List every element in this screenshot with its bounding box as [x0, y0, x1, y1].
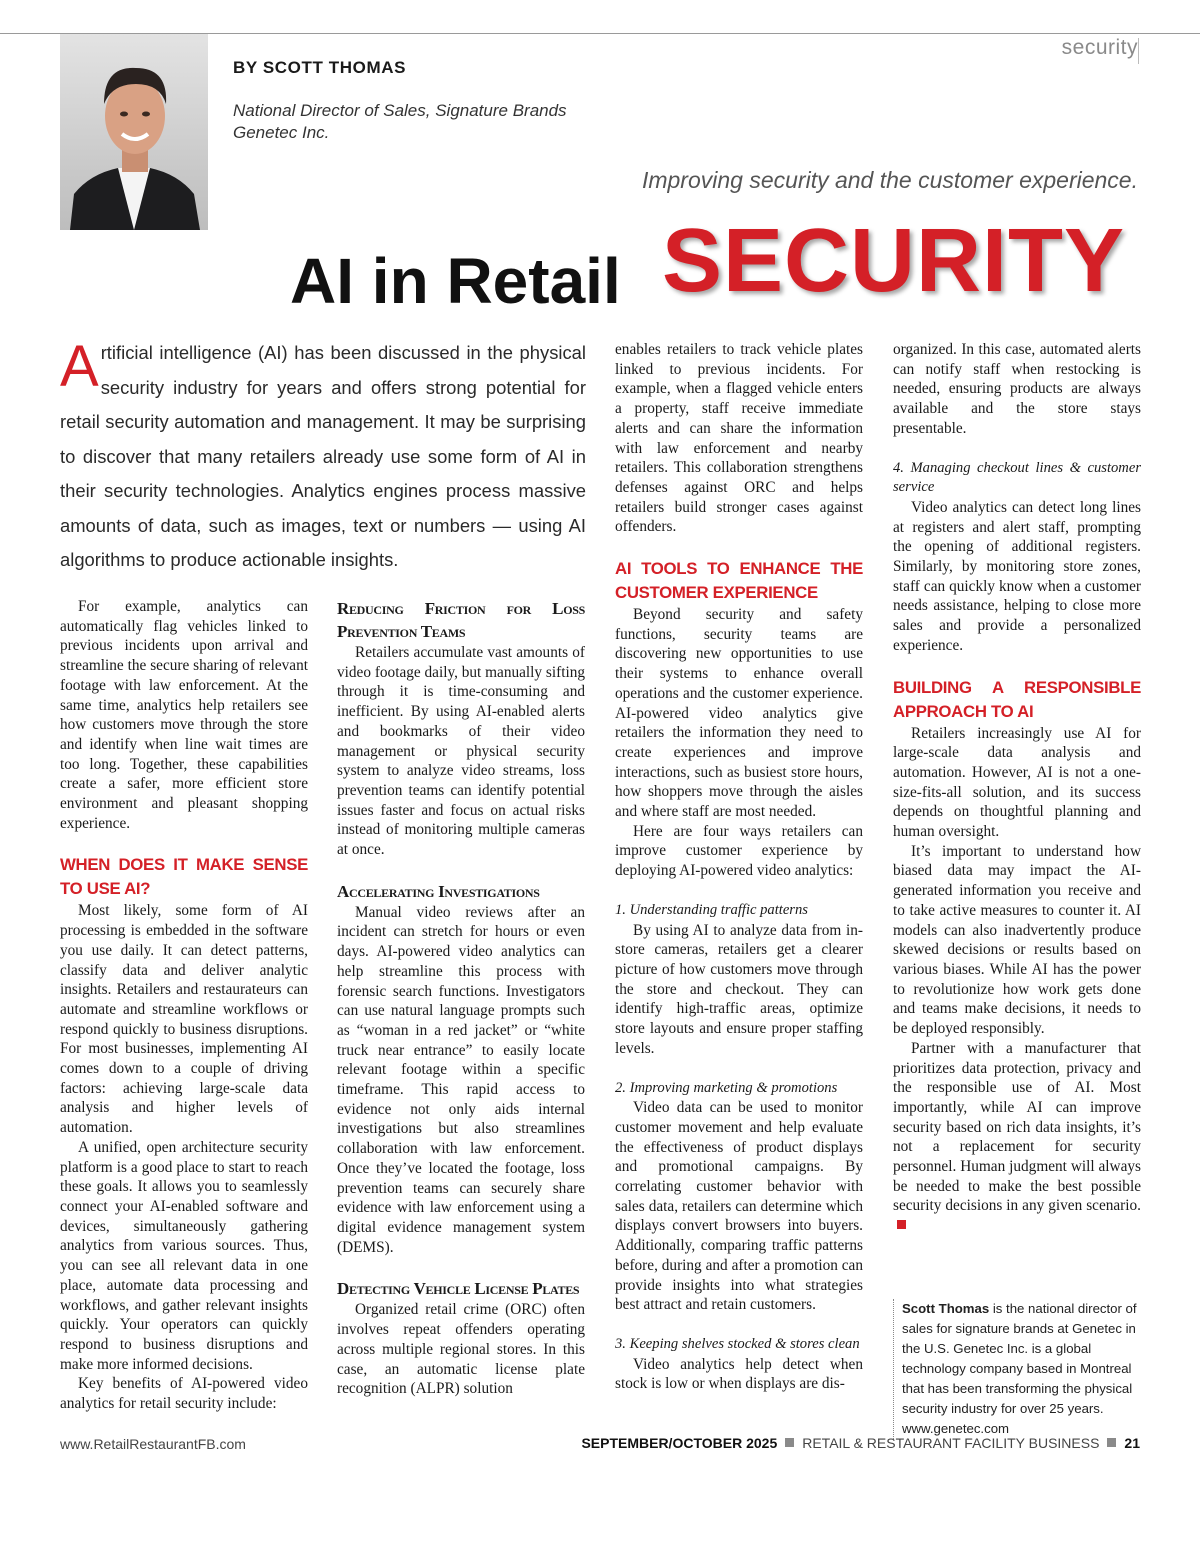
author-title: [233, 100, 567, 144]
subheading: Reducing Friction for Loss Prevention Teams: [337, 599, 585, 641]
column-1: [60, 597, 308, 1414]
footer-folio: [581, 1435, 1140, 1451]
column-4: [893, 340, 1141, 1236]
bio-text: is the national director of sales for signature brands at Genetec in the U.S. Genetec Inc. is a global technology company based in Montreal that has been transforming the physical security industry for over 25 years. www.genetec.com: [902, 1301, 1137, 1436]
author-title-line: Genetec Inc.: [233, 123, 330, 142]
body-paragraph: Retailers increasingly use AI for large-scale data analysis and automation. However, AI is not a one-size-fits-all solution, and its success depends on thoughtful planning and human oversight.: [893, 724, 1141, 841]
column-3: [615, 340, 863, 1394]
end-mark-icon: [897, 1220, 906, 1229]
section-tag: security: [1061, 36, 1138, 59]
byline: BY SCOTT THOMAS: [233, 58, 407, 77]
author-photo: [60, 34, 208, 230]
body-paragraph: Key benefits of AI-powered video analytics for retail security include:: [60, 1375, 308, 1413]
body-paragraph: enables retailers to track vehicle plates linked to previous incidents. For example, when a flagged vehicle enters a property, staff receive immediate alerts and can share the information with law enforcement and nearby retailers. This collaboration strengthens defenses against ORC and helps retailers build stronger cases against offenders.: [615, 341, 863, 536]
footer-publication: RETAIL & RESTAURANT FACILITY BUSINESS: [802, 1435, 1100, 1451]
body-paragraph: Here are four ways retailers can improve customer experience by deploying AI-powered video analytics:: [615, 822, 863, 880]
body-paragraph: Manual video reviews after an incident can stretch for hours or even days. AI-powered video analytics can help streamline this process with forensic search functions. Investigators can use natural language prompts such as “woman in a red jacket” or “white truck near entrance” to easily locate relevant footage within a specific timeframe. This rapid access to evidence not only aids internal investigations but also streamlines collaboration with law enforcement. Once they’ve located the footage, loss prevention teams can securely share evidence with law enforcement using a digital evidence management system (DEMS).: [337, 903, 585, 1256]
list-heading: 3. Keeping shelves stocked & stores clean: [615, 1335, 860, 1352]
author-bio: [893, 1299, 1138, 1439]
body-paragraph: [893, 1039, 1141, 1236]
section-heading: WHEN DOES IT MAKE SENSE TO USE AI?: [60, 855, 308, 899]
square-separator-icon: [1107, 1438, 1116, 1447]
section-tag-divider: [1138, 38, 1139, 64]
body-paragraph: Beyond security and safety functions, security teams are discovering new opportunities to use their systems to enhance overall operations and the customer experience. AI-powered video analytics give retailers the information they need to create experiences and improve interactions, such as busiest store hours, how shoppers move through the aisles and where staff are most needed.: [615, 606, 863, 821]
drop-cap: A: [60, 334, 99, 399]
body-paragraph: Organized retail crime (ORC) often involves repeat offenders operating across multiple regional stores. In this case, an automatic license plate recognition (ALPR) solution: [337, 1301, 585, 1398]
body-paragraph: organized. In this case, automated alerts can notify staff when restocking is needed, ensuring products are always available and the store stays presentable.: [893, 341, 1141, 437]
headline-main: AI in Retail: [290, 245, 621, 317]
intro-paragraph: [60, 336, 586, 578]
list-heading: 4. Managing checkout lines & customer service: [893, 459, 1141, 496]
footer-url: www.RetailRestaurantFB.com: [60, 1436, 246, 1452]
section-heading: AI TOOLS TO ENHANCE THE CUSTOMER EXPERIENCE: [615, 559, 863, 603]
subheading: Accelerating Investigations: [337, 881, 540, 901]
author-title-line: National Director of Sales, Signature Brands: [233, 101, 567, 120]
article-deck: Improving security and the customer experience.: [641, 167, 1138, 193]
body-paragraph: Video data can be used to monitor customer movement and help evaluate the effectiveness of product displays and promotional campaigns. By correlating customer behavior with sales data, retailers can determine which displays convert browsers into buyers. Additionally, comparing traffic patterns before, during and after a promotion can provide insights into what strategies best attract and retain customers.: [615, 1099, 863, 1314]
body-paragraph: It’s important to understand how biased data may impact the AI-generated information you receive and to take active measures to counter it. AI models can also inadvertently produce skewed decisions or results based on various biases. While AI has the power to revolutionize how work gets done and teams make decisions, it needs to be deployed responsibly.: [893, 842, 1141, 1038]
page-number: 21: [1124, 1435, 1140, 1451]
footer-date: SEPTEMBER/OCTOBER 2025: [581, 1435, 778, 1451]
body-paragraph: By using AI to analyze data from in-store cameras, retailers get a clearer picture of how customers move through the store and checkout. They can identify high-traffic areas, optimize store layouts and ensure proper staffing levels.: [615, 921, 863, 1057]
list-heading: 2. Improving marketing & promotions: [615, 1079, 838, 1096]
intro-text: rtificial intelligence (AI) has been discussed in the physical security industry for years and offers strong potential for retail security automation and management. It may be surprising to discover that many retailers already use some form of AI in their security technologies. Analytics engines process massive amounts of data, such as images, text or numbers — using AI algorithms to produce actionable insights.: [60, 342, 586, 570]
body-paragraph: A unified, open architecture security platform is a good place to start to reach these goals. It allows you to seamlessly connect your AI-enabled software and devices, simultaneously gathering analytics from various sources. Thus, you can see all relevant data in one place, automate data processing and workflows, and gather relevant insights quickly. Your operators can quickly respond to business disruptions and make more informed decisions.: [60, 1138, 308, 1373]
list-heading: 1. Understanding traffic patterns: [615, 901, 808, 918]
bio-name: Scott Thomas: [902, 1301, 990, 1316]
column-2: [337, 597, 585, 1399]
square-separator-icon: [785, 1438, 794, 1447]
subheading: Detecting Vehicle License Plates: [337, 1279, 580, 1299]
closing-text: Partner with a manufacturer that prioritizes data protection, privacy and the responsible use of AI. Most importantly, while AI can improve security based on rich data insights, it’s not a replacement for security personnel. Human judgment will always be needed to make the best possible security decisions in any given scenario.: [893, 1039, 1141, 1215]
body-paragraph: Video analytics help detect when stock is low or when displays are dis-: [615, 1355, 863, 1393]
section-heading: BUILDING A RESPONSIBLE APPROACH TO AI: [893, 677, 1141, 721]
body-paragraph: Video analytics can detect long lines at registers and alert staff, prompting the opening of additional registers. Similarly, by monitoring store zones, staff can quickly know when a customer needs assistance, helping to close more sales and provide a personalized experience.: [893, 498, 1141, 654]
body-paragraph: Retailers accumulate vast amounts of video footage daily, but manually sifting through it is time-consuming and inefficient. By using AI-enabled alerts and bookmarks of their video management or physical security system to analyze video streams, loss prevention teams can identify potential issues faster and focus on actual risks instead of monitoring multiple cameras at once.: [337, 644, 585, 859]
body-paragraph: Most likely, some form of AI processing is embedded in the software you use daily. It can detect patterns, classify data and deliver analytic insights. Retailers and restaurateurs can automate and streamline workflows or respond quickly to business disruptions. For most businesses, implementing AI comes down to a couple of driving factors: achieving large-scale data analysis and higher levels of automation.: [60, 902, 308, 1137]
headline-accent: SECURITY: [662, 211, 1126, 311]
body-paragraph: For example, analytics can automatically flag vehicles linked to previous incidents upon arrival and streamline the secure sharing of relevant footage with law enforcement. At the same time, analytics help retailers see how customers move through the store and identify when line wait times are too long. Together, these capabilities create a safer, more efficient store environment and pleasant shopping experience.: [60, 598, 308, 832]
